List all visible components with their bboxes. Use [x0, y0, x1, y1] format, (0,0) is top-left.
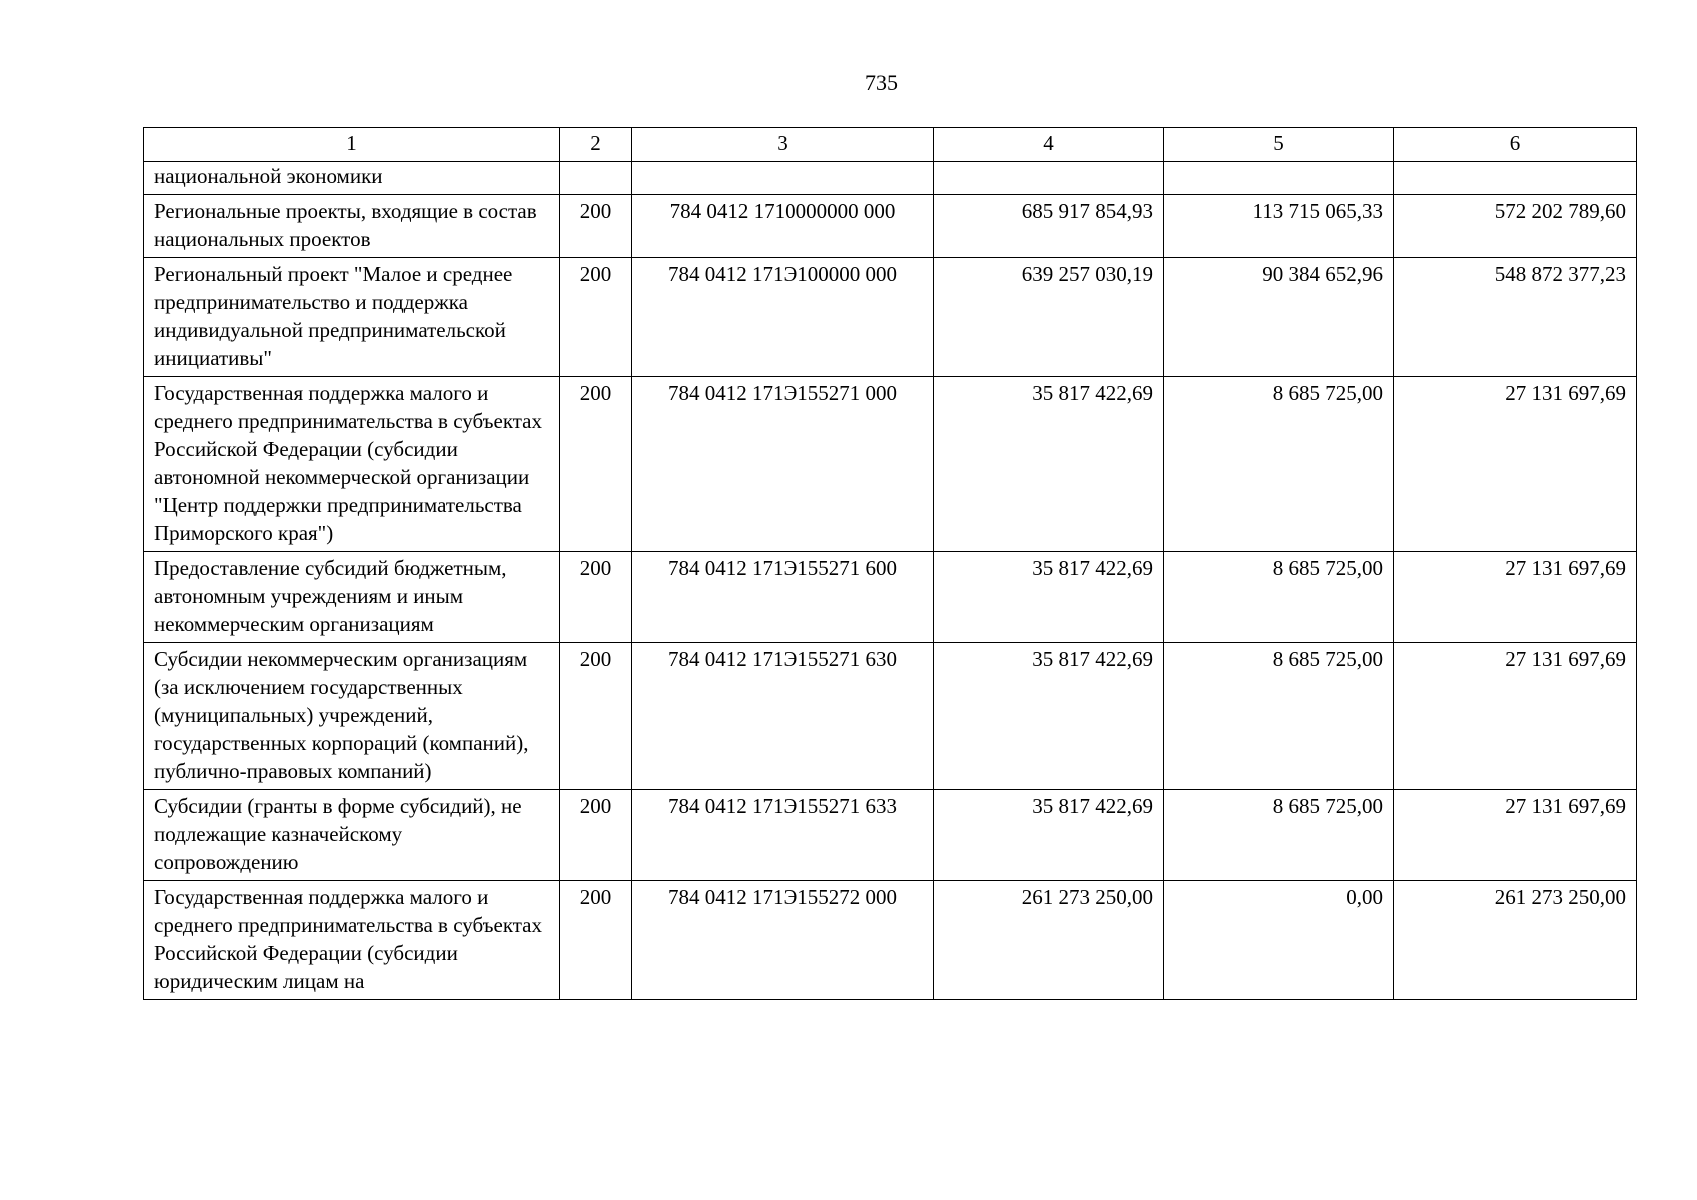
- row-value-col4: 685 917 854,93: [934, 195, 1164, 258]
- col-header-3: 3: [632, 128, 934, 162]
- row-name: Государственная поддержка малого и среднего предпринимательства в субъектах Российской Федерации (субсидии автономной некоммерческой организации "Центр поддержки предпринимательства Приморского края"): [144, 377, 560, 552]
- table-row: [144, 195, 1637, 258]
- header-row: [144, 128, 1637, 162]
- row-name: национальной экономики: [144, 162, 560, 195]
- row-name: Предоставление субсидий бюджетным, автономным учреждениям и иным некоммерческим организациям: [144, 552, 560, 643]
- row-value-col6: 548 872 377,23: [1394, 258, 1637, 377]
- col-header-4: 4: [934, 128, 1164, 162]
- table-row: [144, 881, 1637, 1000]
- row-value-col6: 27 131 697,69: [1394, 643, 1637, 790]
- budget-table: [143, 127, 1637, 1000]
- row-value-col4: [934, 162, 1164, 195]
- row-classification-code: 784 0412 171Э155272 000: [632, 881, 934, 1000]
- row-name: Субсидии некоммерческим организациям (за исключением государственных (муниципальных) учреждений, государственных корпораций (компаний), публично-правовых компаний): [144, 643, 560, 790]
- row-value-col6: 27 131 697,69: [1394, 790, 1637, 881]
- row-value-col5: 0,00: [1164, 881, 1394, 1000]
- row-value-col4: 261 273 250,00: [934, 881, 1164, 1000]
- row-classification-code: 784 0412 171Э155271 633: [632, 790, 934, 881]
- row-value-col4: 35 817 422,69: [934, 377, 1164, 552]
- row-name: Государственная поддержка малого и среднего предпринимательства в субъектах Российской Федерации (субсидии юридическим лицам на: [144, 881, 560, 1000]
- row-value-col5: 8 685 725,00: [1164, 552, 1394, 643]
- row-value-col5: 90 384 652,96: [1164, 258, 1394, 377]
- row-value-col6: 261 273 250,00: [1394, 881, 1637, 1000]
- row-value-col4: 639 257 030,19: [934, 258, 1164, 377]
- row-classification-code: 784 0412 171Э155271 600: [632, 552, 934, 643]
- row-name: Региональные проекты, входящие в состав национальных проектов: [144, 195, 560, 258]
- col-header-1: 1: [144, 128, 560, 162]
- row-ga-code: 200: [560, 881, 632, 1000]
- table-row: [144, 377, 1637, 552]
- row-name: Региональный проект "Малое и среднее предпринимательство и поддержка индивидуальной предпринимательской инициативы": [144, 258, 560, 377]
- row-ga-code: 200: [560, 643, 632, 790]
- row-ga-code: 200: [560, 790, 632, 881]
- row-value-col4: 35 817 422,69: [934, 790, 1164, 881]
- row-name: Субсидии (гранты в форме субсидий), не подлежащие казначейскому сопровождению: [144, 790, 560, 881]
- table-row: [144, 790, 1637, 881]
- row-value-col6: 27 131 697,69: [1394, 552, 1637, 643]
- row-classification-code: 784 0412 171Э100000 000: [632, 258, 934, 377]
- row-value-col5: 113 715 065,33: [1164, 195, 1394, 258]
- row-classification-code: 784 0412 171Э155271 630: [632, 643, 934, 790]
- row-ga-code: 200: [560, 258, 632, 377]
- col-header-6: 6: [1394, 128, 1637, 162]
- table-row: [144, 258, 1637, 377]
- table-row: [144, 162, 1637, 195]
- row-value-col6: 572 202 789,60: [1394, 195, 1637, 258]
- row-ga-code: 200: [560, 377, 632, 552]
- row-classification-code: 784 0412 1710000000 000: [632, 195, 934, 258]
- row-value-col5: 8 685 725,00: [1164, 377, 1394, 552]
- row-value-col6: 27 131 697,69: [1394, 377, 1637, 552]
- row-value-col4: 35 817 422,69: [934, 552, 1164, 643]
- row-value-col4: 35 817 422,69: [934, 643, 1164, 790]
- row-classification-code: 784 0412 171Э155271 000: [632, 377, 934, 552]
- row-value-col6: [1394, 162, 1637, 195]
- row-value-col5: 8 685 725,00: [1164, 643, 1394, 790]
- row-ga-code: [560, 162, 632, 195]
- row-value-col5: 8 685 725,00: [1164, 790, 1394, 881]
- row-classification-code: [632, 162, 934, 195]
- page-number: 735: [865, 70, 898, 95]
- table-row: [144, 643, 1637, 790]
- col-header-5: 5: [1164, 128, 1394, 162]
- row-value-col5: [1164, 162, 1394, 195]
- row-ga-code: 200: [560, 552, 632, 643]
- col-header-2: 2: [560, 128, 632, 162]
- row-ga-code: 200: [560, 195, 632, 258]
- table-row: [144, 552, 1637, 643]
